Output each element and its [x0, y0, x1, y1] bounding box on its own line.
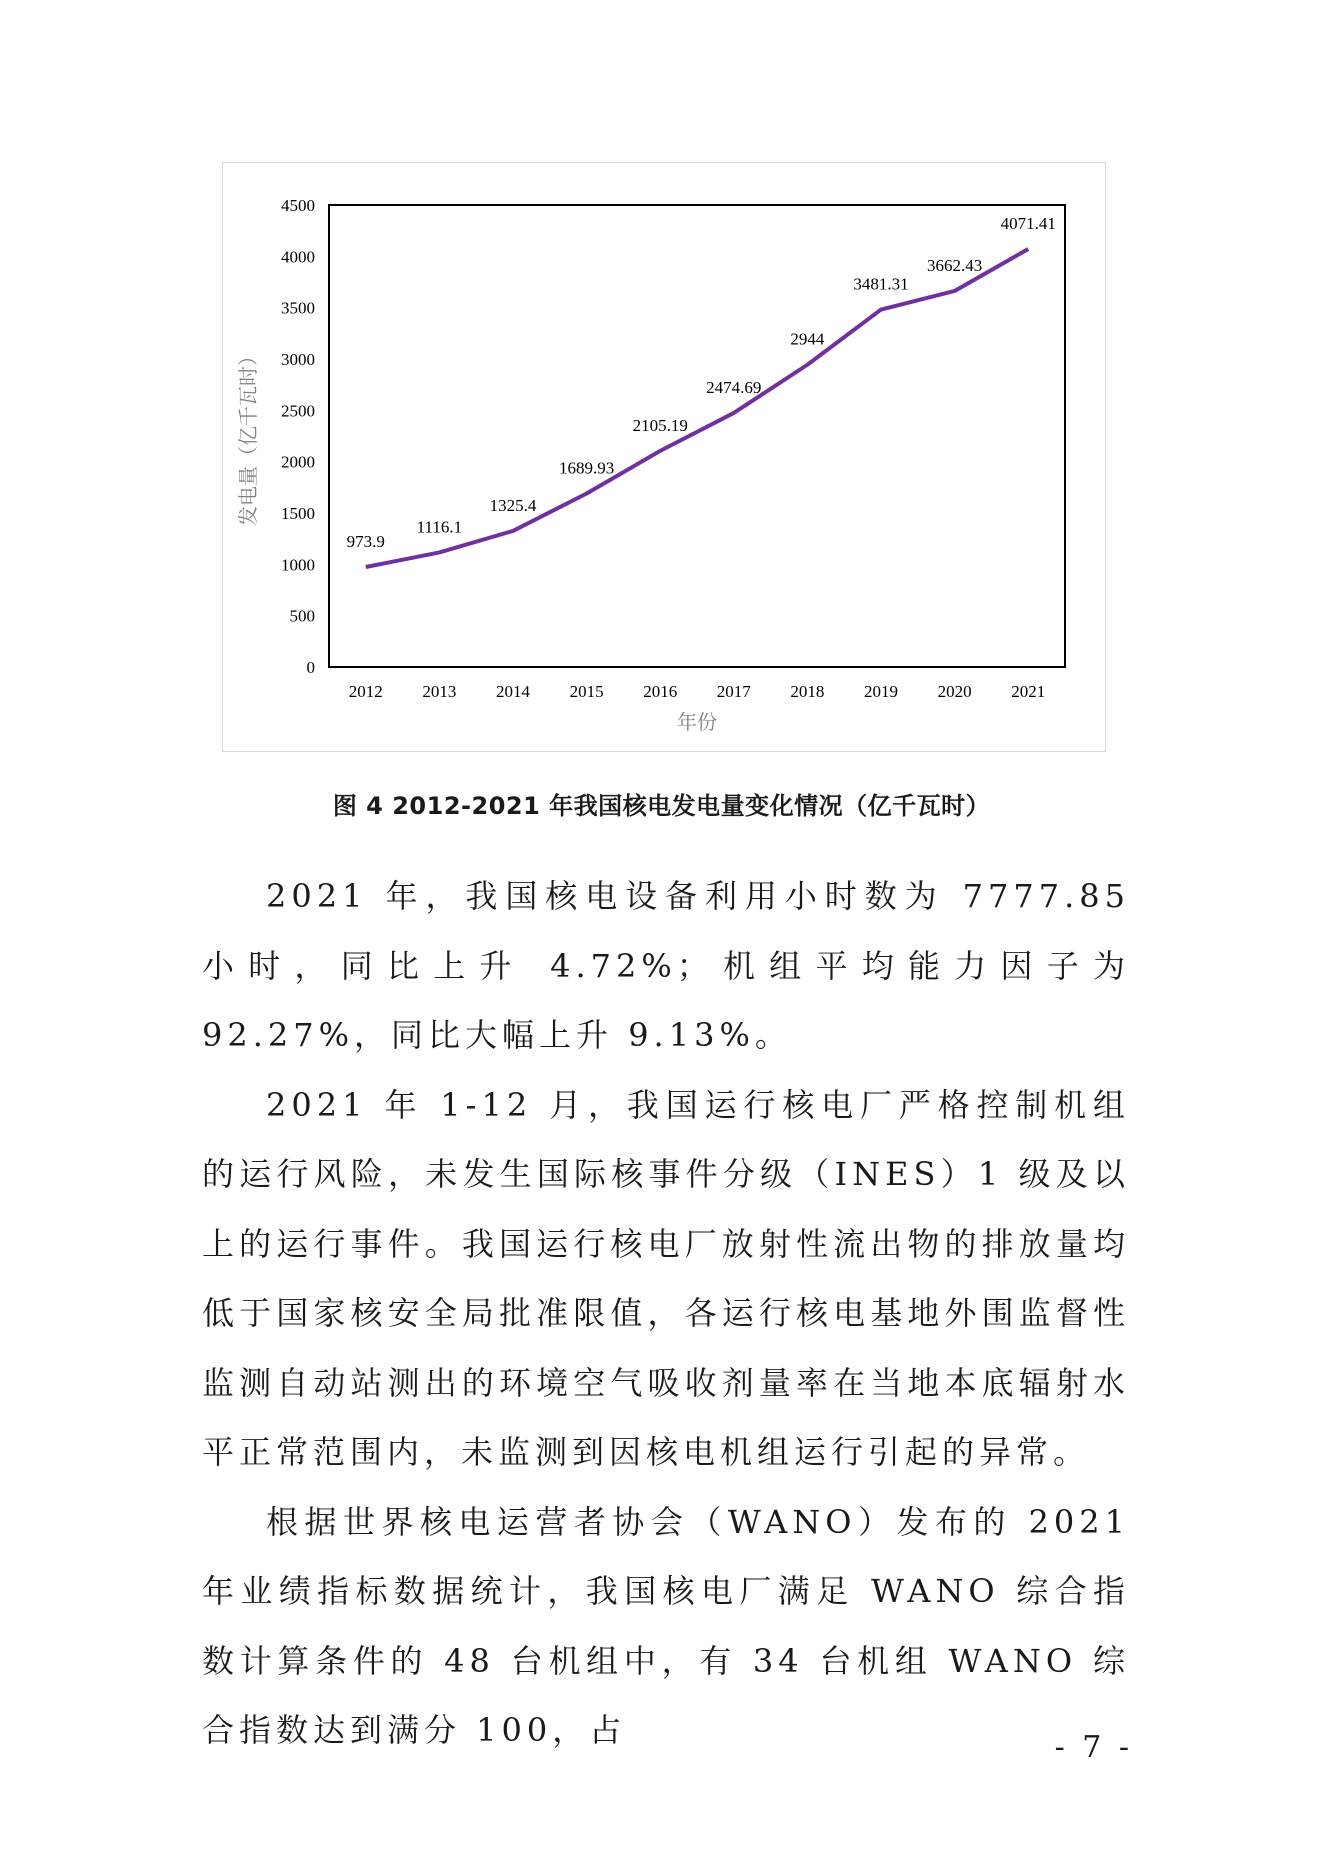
paragraph: 2021 年，我国核电设备利用小时数为 7777.85 小时，同比上升 4.72%；机组平均能力因子为 92.27%，同比大幅上升 9.13%。 [202, 877, 1130, 1054]
page-number: - 7 - [1054, 1730, 1133, 1765]
x-tick-label: 2013 [422, 682, 457, 701]
y-tick-label: 500 [289, 606, 315, 626]
x-tick-label: 2015 [569, 682, 604, 701]
body-text [202, 862, 1130, 1766]
paragraph: 根据世界核电运营者协会（WANO）发布的 2021 年业绩指标数据统计，我国核电厂满足 WANO 综合指数计算条件的 48 台机组中，有 34 台机组 WANO 综合指数达到满分 100，占 [202, 1502, 1130, 1749]
data-label: 2944 [790, 329, 825, 349]
data-label: 3662.43 [926, 255, 983, 275]
data-label: 1325.4 [489, 495, 537, 515]
series-line [366, 249, 1028, 567]
data-label: 1116.1 [416, 517, 463, 537]
y-tick-label: 3000 [281, 350, 315, 369]
paragraph: 2021 年 1-12 月，我国运行核电厂严格控制机组的运行风险，未发生国际核事件分级（INES）1 级及以上的运行事件。我国运行核电厂放射性流出物的排放量均低于国家核安全局批准限值，各运行核电基地外围监督性监测自动站测出的环境空气吸收剂量率在当地本底辐射水平正常范围内，未监测到因核电机组运行引起的异常。 [202, 1085, 1130, 1471]
x-tick-label: 2012 [348, 682, 383, 701]
data-label: 4071.41 [1000, 214, 1056, 234]
x-tick-label: 2016 [643, 682, 678, 701]
figure-caption: 图 4 2012-2021 年我国核电发电量变化情况（亿千瓦时） [332, 792, 991, 820]
y-tick-label: 4000 [281, 247, 315, 267]
data-label: 973.9 [346, 532, 385, 552]
y-tick-label: 2500 [281, 401, 315, 421]
x-tick-label: 2020 [937, 682, 972, 701]
y-tick-label: 4500 [281, 196, 315, 215]
data-label: 3481.31 [853, 274, 909, 294]
data-label: 1689.93 [558, 458, 615, 478]
y-tick-label: 0 [306, 658, 315, 677]
data-label: 2105.19 [632, 415, 688, 435]
x-tick-label: 2018 [790, 682, 825, 701]
x-tick-label: 2014 [496, 682, 530, 701]
y-tick-label: 1500 [281, 504, 315, 523]
chart-frame [222, 162, 1106, 752]
y-tick-label: 1000 [281, 555, 315, 575]
y-axis-title: 发电量（亿千瓦时） [238, 346, 260, 526]
y-tick-label: 3500 [281, 298, 315, 318]
x-tick-label: 2017 [716, 682, 751, 701]
x-tick-label: 2019 [864, 682, 898, 701]
x-axis-title: 年份 [677, 712, 717, 734]
data-label: 2474.69 [706, 377, 762, 397]
x-tick-label: 2021 [1011, 682, 1046, 701]
nuclear-generation-chart [223, 163, 1107, 753]
y-tick-label: 2000 [281, 452, 315, 472]
